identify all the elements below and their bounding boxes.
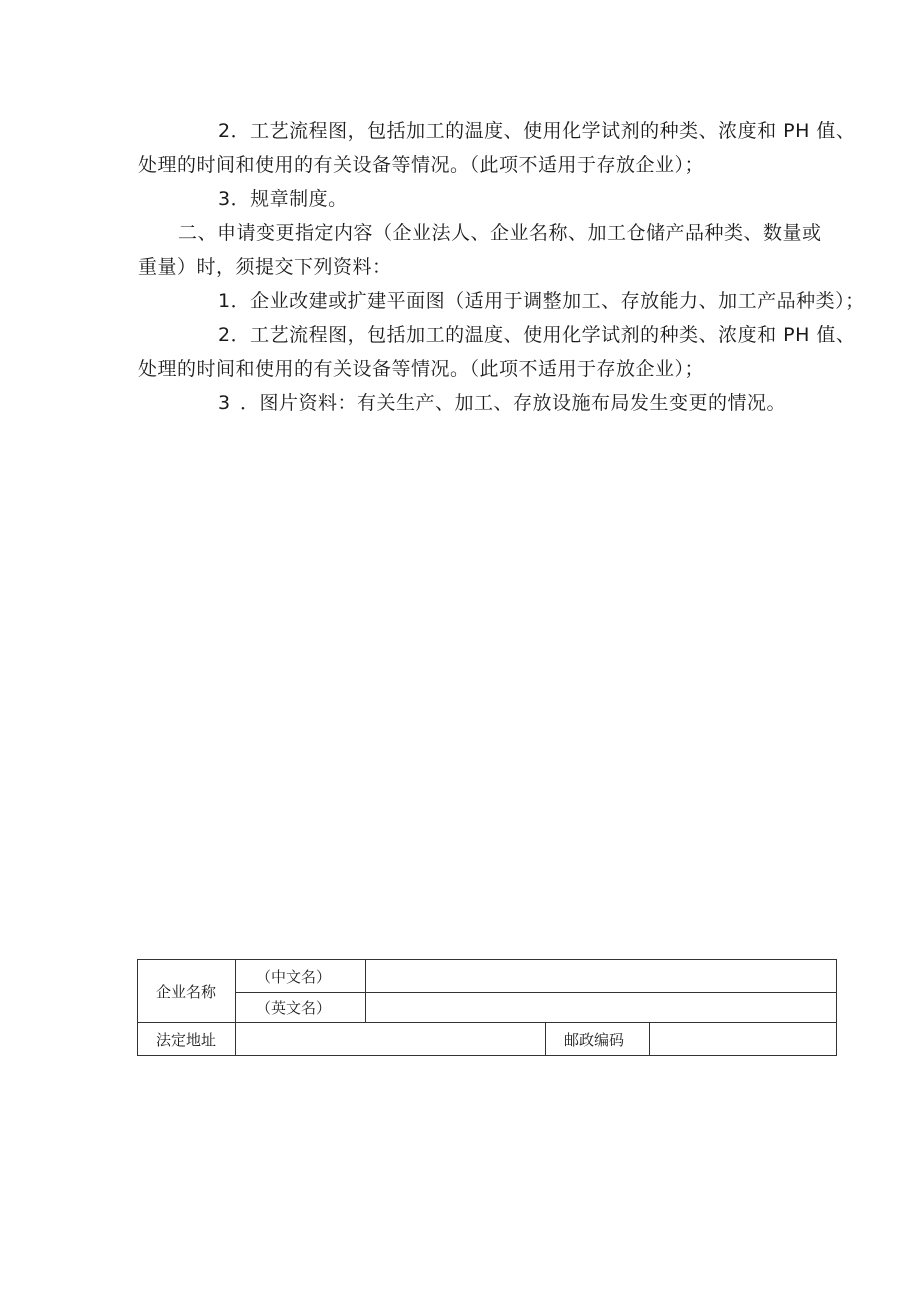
english-name-field[interactable]: [366, 993, 837, 1023]
paragraph-continuation: 重量）时，须提交下列资料：: [138, 256, 392, 278]
paragraph-item-2b: [138, 318, 856, 352]
document-body: [138, 114, 865, 420]
item-number: 1: [218, 290, 231, 312]
paragraph-text: ．工艺流程图，包括加工的温度、使用化学试剂的种类、浓度和 PH 值、: [230, 324, 856, 346]
paragraph-item-3b: [138, 386, 850, 420]
chinese-name-field[interactable]: [366, 960, 837, 993]
paragraph-text: ．图片资料：有关生产、加工、存放设施布局发生变更的情况。: [240, 392, 787, 414]
english-name-label: （英文名）: [236, 993, 366, 1023]
item-number: 3: [218, 392, 231, 414]
postal-code-label: 邮政编码: [546, 1023, 650, 1056]
item-number: 2: [218, 120, 231, 142]
legal-address-label: 法定地址: [138, 1023, 236, 1056]
paragraph-item-2a: [138, 114, 856, 148]
paragraph-item-1b: [138, 284, 865, 318]
legal-address-field[interactable]: [236, 1023, 546, 1056]
chinese-name-label: （中文名）: [236, 960, 366, 993]
company-name-label: 企业名称: [138, 960, 236, 1023]
company-info-table: [137, 959, 837, 1056]
paragraph-continuation: 处理的时间和使用的有关设备等情况。（此项不适用于存放企业）；: [138, 154, 705, 176]
paragraph-text: ．企业改建或扩建平面图（适用于调整加工、存放能力、加工产品种类）；: [230, 290, 865, 312]
item-number: 2: [218, 324, 231, 346]
paragraph-item-3a: [138, 182, 850, 216]
paragraph-text: ．规章制度。: [230, 188, 348, 210]
item-number: 3: [218, 188, 231, 210]
section-heading-two: 二、申请变更指定内容（企业法人、企业名称、加工仓储产品种类、数量或: [178, 222, 822, 244]
postal-code-field[interactable]: [650, 1023, 837, 1056]
paragraph-text: ．工艺流程图，包括加工的温度、使用化学试剂的种类、浓度和 PH 值、: [230, 120, 856, 142]
paragraph-continuation: 处理的时间和使用的有关设备等情况。（此项不适用于存放企业）；: [138, 358, 705, 380]
